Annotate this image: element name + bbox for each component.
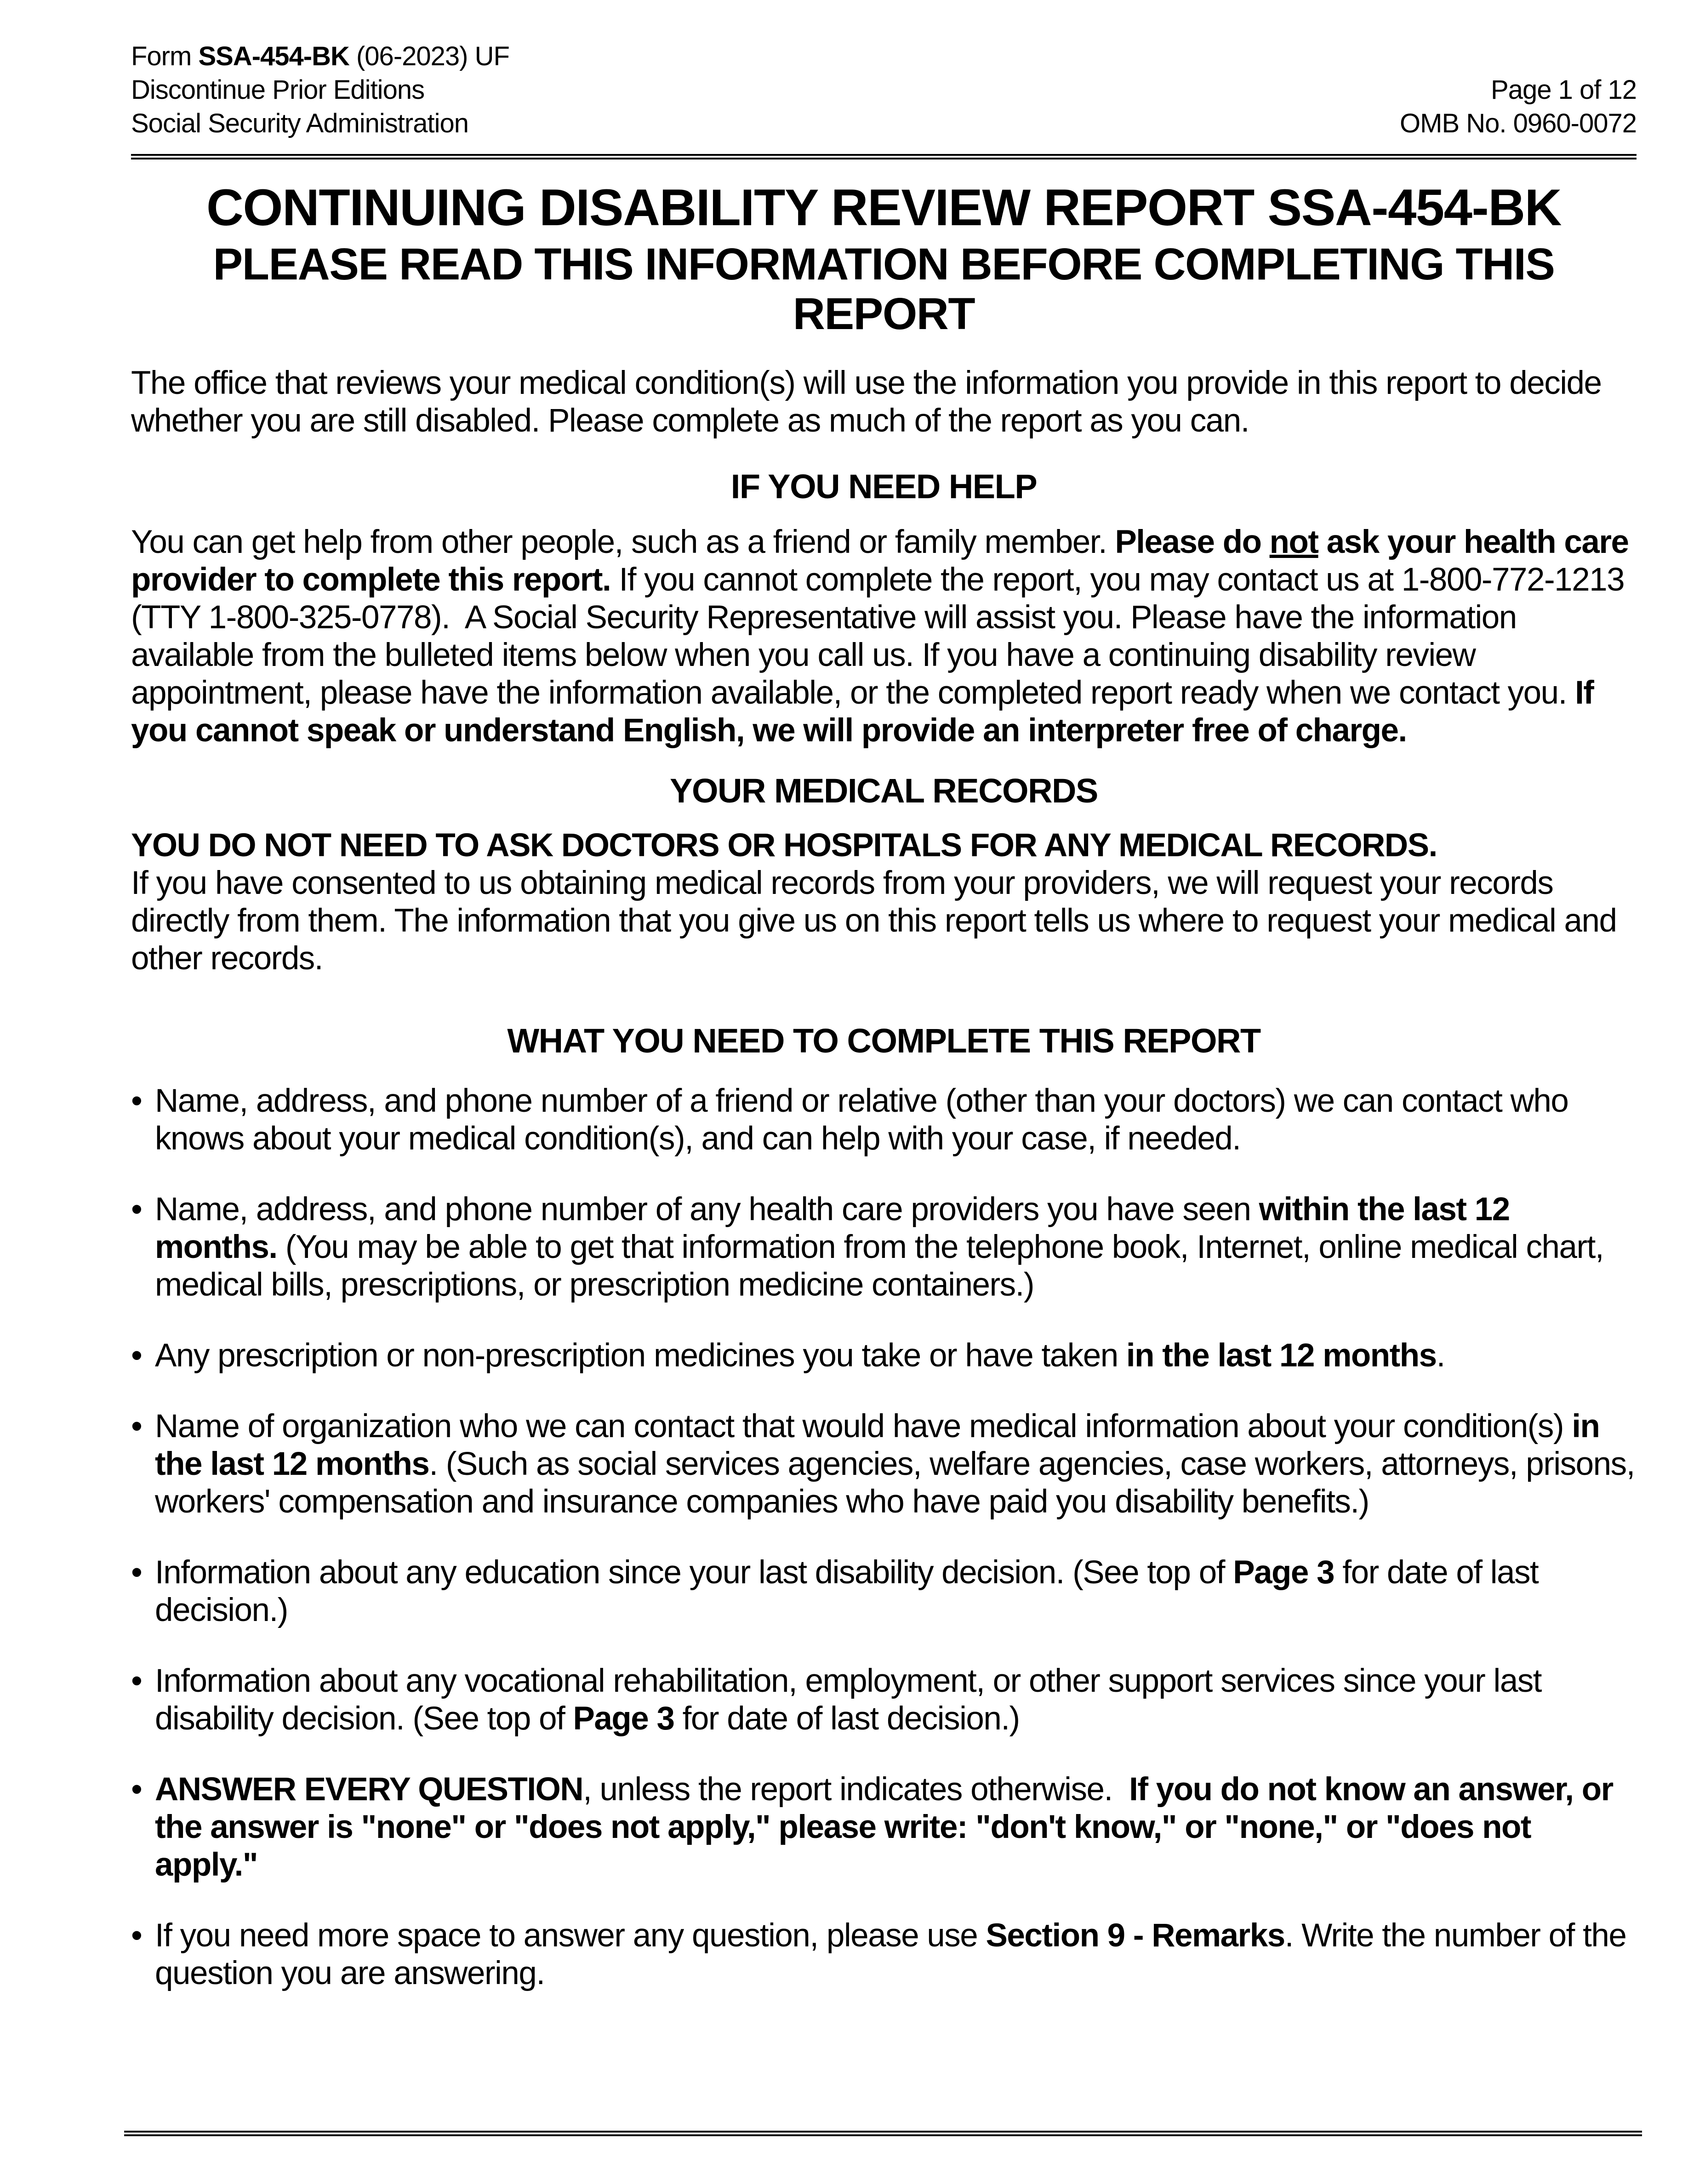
section-heading-medical-records: YOUR MEDICAL RECORDS <box>670 772 1098 810</box>
page-header <box>131 40 1637 140</box>
section-heading-help: IF YOU NEED HELP <box>730 467 1037 506</box>
header-row-3 <box>131 107 1637 140</box>
list-item-answer-every-question: • ANSWER EVERY QUESTION, unless the report indicates otherwise. If you do not know an answer, or the answer is "none" or "does not apply," please write: "don't know," or "none," or "does not apply." <box>131 1771 1637 1884</box>
report-title: CONTINUING DISABILITY REVIEW REPORT SSA-454-BK <box>206 179 1561 236</box>
list-item-medicines: • Any prescription or non-prescription medicines you take or have taken in the last 12 months. <box>131 1337 1637 1375</box>
help-paragraph: You can get help from other people, such as a friend or family member. Please do not ask your health care provider to complete this report. If you cannot complete the report, you may contact us at 1-800-772-1213 (TTY 1-800-325-0778). A Social Security Representative will assist you. Please have the information available from the bulleted items below when you call us. If you have a continuing disability review appointment, please have the information available, or the completed report ready when we contact you. If you cannot speak or understand English, we will provide an interpreter free of charge. <box>131 524 1637 749</box>
list-item-vocational-rehabilitation: • Information about any vocational rehabilitation, employment, or other support services since your last disability decision. (See top of Page 3 for date of last decision.) <box>131 1662 1637 1738</box>
list-item-organizations: • Name of organization who we can contact that would have medical information about your condition(s) in the last 12 months. (Such as social services agencies, welfare agencies, case workers, attorneys, prisons, workers' compensation and insurance companies who have paid you disability benefits.) <box>131 1408 1637 1521</box>
form-number-line: Form SSA-454-BK (06-2023) UF <box>131 41 509 71</box>
medical-records-lead: YOU DO NOT NEED TO ASK DOCTORS OR HOSPITALS FOR ANY MEDICAL RECORDS. <box>131 827 1437 864</box>
header-rule <box>131 154 1637 159</box>
omb-number: OMB No. 0960-0072 <box>1400 108 1637 138</box>
intro-paragraph: The office that reviews your medical condition(s) will use the information you provide in this report to decide whether you are still disabled. Please complete as much of the report as you can. <box>131 365 1610 439</box>
agency-name: Social Security Administration <box>131 108 468 138</box>
list-item-health-care-providers: • Name, address, and phone number of any health care providers you have seen within the last 12 months. (You may be able to get that information from the telephone book, Internet, online medical chart, medical bills, prescriptions, or prescription medicine containers.) <box>131 1191 1637 1304</box>
list-item-contact-person: • Name, address, and phone number of a friend or relative (other than your doctors) we can contact who knows about your medical condition(s), and can help with your case, if needed. <box>131 1082 1637 1158</box>
medical-records-paragraph: If you have consented to us obtaining medical records from your providers, we will request your records directly from them. The information that you give us on this report tells us where to request your medical and other records. <box>131 865 1625 977</box>
report-subtitle: PLEASE READ THIS INFORMATION BEFORE COMPLETING THIS REPORT <box>213 239 1555 339</box>
discontinue-note: Discontinue Prior Editions <box>131 75 425 105</box>
header-row-2 <box>131 73 1637 107</box>
checklist <box>131 1082 1643 1992</box>
list-item-more-space-remarks: • If you need more space to answer any question, please use Section 9 - Remarks. Write the number of the question you are answering. <box>131 1917 1637 1992</box>
header-row-1 <box>131 40 1637 73</box>
page-number: Page 1 of 12 <box>1491 75 1637 105</box>
list-item-education: • Information about any education since your last disability decision. (See top of Page 3 for date of last decision.) <box>131 1554 1637 1629</box>
footer-rule <box>124 2131 1642 2136</box>
section-heading-checklist: WHAT YOU NEED TO COMPLETE THIS REPORT <box>507 1022 1260 1060</box>
